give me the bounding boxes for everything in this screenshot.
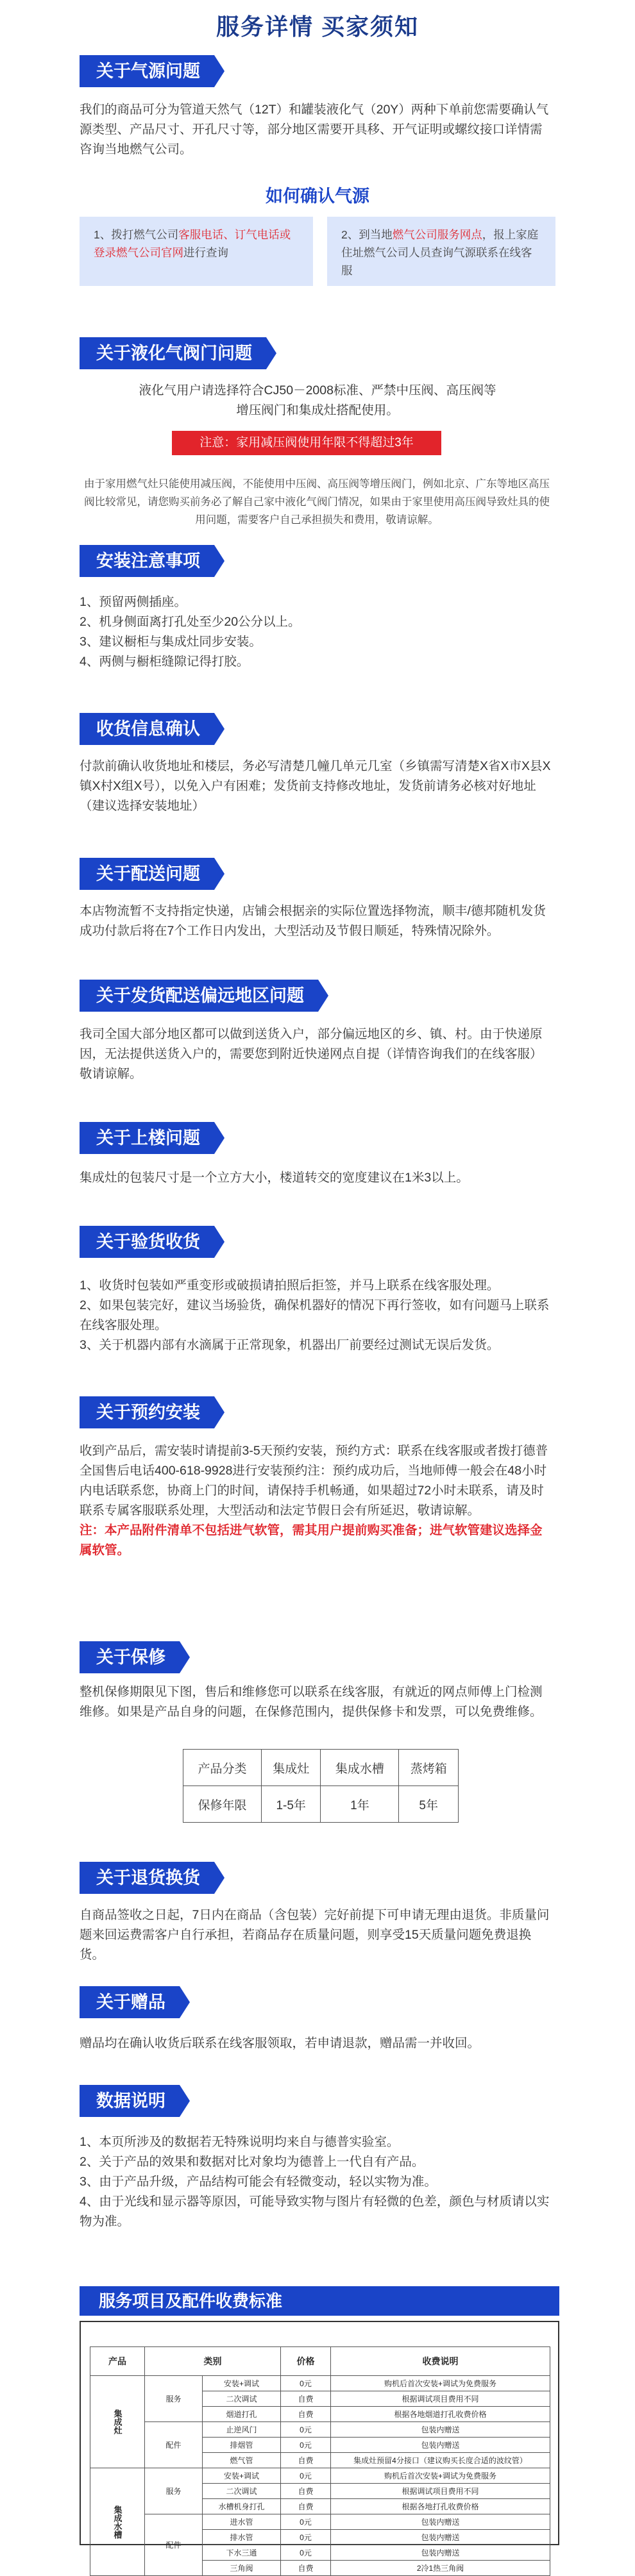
- returns-section-heading: 关于退货换货: [80, 1862, 214, 1894]
- list-item: 2、机身侧面离打孔处至少20公分以上。: [80, 615, 301, 629]
- fees-note-cell: 购机后首次安装+调试为免费服务: [331, 2468, 550, 2484]
- table-header-cell: 产品分类: [183, 1750, 262, 1786]
- fees-item-cell: 燃气管: [203, 2453, 281, 2468]
- table-row-label: 保修年限: [183, 1786, 262, 1823]
- fees-note-cell: 包装内赠送: [331, 2514, 550, 2530]
- fees-price-cell: 0元: [281, 2530, 331, 2545]
- table-row: [183, 1786, 459, 1823]
- fees-price-cell: 自费: [281, 2391, 331, 2407]
- fees-category-cell: 配件: [145, 2514, 203, 2576]
- fees-item-cell: 安装+调试: [203, 2376, 281, 2391]
- list-item: 1、本页所涉及的数据若无特殊说明均来自与德普实验室。: [80, 2135, 400, 2149]
- fees-item-cell: 二次调试: [203, 2484, 281, 2499]
- table-row: [90, 2422, 550, 2438]
- delivery-section-heading: 关于配送问题: [80, 858, 214, 890]
- list-item: 3、关于机器内部有水滴属于正常现象，机器出厂前要经过测试无误后发货。: [80, 1338, 500, 1352]
- table-header-cell: 类别: [145, 2347, 281, 2376]
- stairs-section-heading: 关于上楼问题: [80, 1122, 214, 1154]
- data-note-section-heading: 数据说明: [80, 2085, 180, 2117]
- fees-note-cell: 包装内赠送: [331, 2545, 550, 2561]
- fees-price-cell: 自费: [281, 2453, 331, 2468]
- booking-red-note: 注：本产品附件清单不包括进气软管，需其用户提前购买准备；进气软管建议选择金属软管。: [80, 1523, 543, 1557]
- warranty-section-heading: 关于保修: [80, 1641, 180, 1673]
- booking-section-heading: 关于预约安装: [80, 1396, 214, 1428]
- fees-note-cell: 2冷1热三角阀: [331, 2561, 550, 2576]
- fees-item-cell: 排烟管: [203, 2438, 281, 2453]
- install-section-heading: 安装注意事项: [80, 545, 214, 577]
- fees-price-cell: 0元: [281, 2438, 331, 2453]
- table-row: [90, 2514, 550, 2530]
- fees-item-cell: 排水管: [203, 2530, 281, 2545]
- fees-item-cell: 三角阀: [203, 2561, 281, 2576]
- table-header-cell: 价格: [281, 2347, 331, 2376]
- gift-section-heading: 关于赠品: [80, 1986, 180, 2018]
- fees-product-cell: 集成灶: [90, 2376, 145, 2468]
- fees-note-cell: 根据调试项目费用不同: [331, 2484, 550, 2499]
- list-item: 2、关于产品的效果和数据对比对象均为德普上一代自有产品。: [80, 2155, 425, 2169]
- fees-note-cell: 购机后首次安装+调试为免费服务: [331, 2376, 550, 2391]
- fees-price-cell: 自费: [281, 2484, 331, 2499]
- fees-price-cell: 自费: [281, 2499, 331, 2514]
- fees-table-frame: [80, 2321, 559, 2573]
- fees-price-cell: 自费: [281, 2407, 331, 2422]
- fees-note-cell: 根据各地打孔收费价格: [331, 2499, 550, 2514]
- fees-item-cell: 止逆风门: [203, 2422, 281, 2438]
- fees-product-cell: 集成水槽: [90, 2468, 145, 2576]
- fees-category-cell: 服务: [145, 2468, 203, 2514]
- table-header-cell: 产品: [90, 2347, 145, 2376]
- lpg-section-heading: 关于液化气阀门问题: [80, 337, 266, 369]
- list-item: 4、由于光线和显示器等原因，可能导致实物与图片有轻微的色差，颜色与材质请以实物为准。: [80, 2195, 550, 2229]
- fees-note-cell: 包装内赠送: [331, 2530, 550, 2545]
- receipt-section-heading: 收货信息确认: [80, 713, 214, 745]
- fees-title: 服务项目及配件收费标准: [80, 2286, 559, 2316]
- gas-method-box-1: 1、拨打燃气公司客服电话、订气电话或登录燃气公司官网进行查询: [80, 217, 313, 286]
- gas-text: 我们的商品可分为管道天然气（12T）和罐装液化气（20Y）两种下单前您需要确认气源类型、产品尺寸、开孔尺寸等，部分地区需要开具移、开气证明或螺纹接口详情需咨询当地燃气公司。: [80, 103, 549, 156]
- list-item: 1、预留两侧插座。: [80, 595, 187, 609]
- list-item: 3、建议橱柜与集成灶同步安装。: [80, 635, 262, 649]
- fees-price-cell: 0元: [281, 2545, 331, 2561]
- table-cell: 1年: [321, 1786, 399, 1823]
- table-cell: 1-5年: [261, 1786, 321, 1823]
- page-title: 服务详情 买家须知: [216, 13, 419, 40]
- table-header-cell: 集成灶: [261, 1750, 321, 1786]
- gas-method-box-2: 2、到当地燃气公司服务网点，报上家庭住址燃气公司人员查询气源联系在线客服: [327, 217, 555, 286]
- fees-price-cell: 0元: [281, 2422, 331, 2438]
- remote-text: 我司全国大部分地区都可以做到送货入户，部分偏远地区的乡、镇、村。由于快递原因，无法提供送货入户的，需要您到附近快递网点自提（详情咨询我们的在线客服）敬请谅解。: [80, 1027, 543, 1081]
- fees-price-cell: 自费: [281, 2561, 331, 2576]
- gift-text: 赠品均在确认收货后联系在线客服领取，若申请退款，赠品需一并收回。: [80, 2036, 480, 2050]
- lpg-warning-bar: 注意：家用减压阀使用年限不得超过3年: [172, 431, 441, 455]
- table-header-cell: 集成水槽: [321, 1750, 399, 1786]
- returns-text: 自商品签收之日起，7日内在商品（含包装）完好前提下可申请无理由退货。非质量问题来回运费需客户自行承担，若商品存在质量问题，则享受15天质量问题免费退换货。: [80, 1908, 550, 1962]
- fees-item-cell: 烟道打孔: [203, 2407, 281, 2422]
- booking-text: 收到产品后，需安装时请提前3-5天预约安装，预约方式：联系在线客服或者拨打德普全国售后电话400-618-9928进行安装预约注：预约成功后，当地师傅一般会在48小时内电话联系您，协商上门的时间，请保持手机畅通，如果超过72小时未联系，请及时联系专属客服联系处理，大型活动和法定节假日会有所延迟，敬请谅解。 注：本产品附件清单不包括进气软管，需其用户提前购买准备；进气软管建议选择金属软管。: [80, 1441, 554, 1560]
- fees-price-cell: 0元: [281, 2514, 331, 2530]
- lpg-note: 由于家用燃气灶只能使用减压阀，不能使用中压阀、高压阀等增压阀门，例如北京、广东等地区高压阀比较常见，请您购买前务必了解自己家中液化气阀门情况，如果由于家里使用高压阀导致灶具的使用问题，需要客户自己承担损失和费用，敬请谅解。: [84, 478, 550, 526]
- fees-note-cell: 根据各地烟道打孔收费价格: [331, 2407, 550, 2422]
- delivery-text: 本店物流暂不支持指定快递，店铺会根据亲的实际位置选择物流，顺丰/德邦随机发货成功付款后将在7个工作日内发出，大型活动及节假日顺延，特殊情况除外。: [80, 904, 546, 938]
- fees-note-cell: 包装内赠送: [331, 2438, 550, 2453]
- confirm-gas-title: 如何确认气源: [266, 187, 369, 206]
- table-header-row: [90, 2347, 550, 2376]
- table-cell: 5年: [399, 1786, 459, 1823]
- table-row: [183, 1750, 459, 1786]
- fees-note-cell: 集成灶预留4分接口（建议购买长度合适的波纹管）: [331, 2453, 550, 2468]
- gas-section-heading: 关于气源问题: [80, 55, 214, 87]
- fees-table: [90, 2346, 550, 2576]
- remote-section-heading: 关于发货配送偏远地区问题: [80, 980, 318, 1012]
- fees-category-cell: 服务: [145, 2376, 203, 2422]
- fees-note-cell: 包装内赠送: [331, 2422, 550, 2438]
- install-list: [80, 592, 554, 672]
- fees-table-body: [90, 2347, 550, 2576]
- list-item: 2、如果包装完好，建议当场验货，确保机器好的情况下再行签收，如有问题马上联系在线客服处理。: [80, 1298, 550, 1332]
- fees-category-cell: 配件: [145, 2422, 203, 2468]
- warranty-table: [183, 1749, 459, 1823]
- fees-item-cell: 水槽机身打孔: [203, 2499, 281, 2514]
- table-header-cell: 收费说明: [331, 2347, 550, 2376]
- table-header-cell: 蒸烤箱: [399, 1750, 459, 1786]
- table-row: [90, 2468, 550, 2484]
- fees-item-cell: 下水三通: [203, 2545, 281, 2561]
- fees-price-cell: 0元: [281, 2376, 331, 2391]
- fees-price-cell: 0元: [281, 2468, 331, 2484]
- list-item: 4、两侧与橱柜缝隙记得打胶。: [80, 655, 250, 669]
- list-item: 3、由于产品升级，产品结构可能会有轻微变动，轻以实物为准。: [80, 2175, 437, 2189]
- inspection-list: [80, 1276, 554, 1355]
- fees-item-cell: 安装+调试: [203, 2468, 281, 2484]
- table-row: [90, 2376, 550, 2391]
- warranty-text: 整机保修期限见下图，售后和维修您可以联系在线客服，有就近的网点师傅上门检测维修。如果是产品自身的问题，在保修范围内，提供保修卡和发票，可以免费维修。: [80, 1685, 543, 1719]
- fees-item-cell: 二次调试: [203, 2391, 281, 2407]
- fees-note-cell: 根据调试项目费用不同: [331, 2391, 550, 2407]
- data-note-list: [80, 2132, 554, 2232]
- list-item: 1、收货时包装如严重变形或破损请拍照后拒签，并马上联系在线客服处理。: [80, 1278, 500, 1292]
- lpg-text: 液化气用户请选择符合CJ50－2008标准、严禁中压阀、高压阀等增压阀门和集成灶搭配使用。: [139, 383, 496, 417]
- fees-item-cell: 进水管: [203, 2514, 281, 2530]
- inspection-section-heading: 关于验货收货: [80, 1226, 214, 1258]
- receipt-text: 付款前确认收货地址和楼层，务必写清楚几幢几单元几室（乡镇需写清楚X省X市X县X镇X村X组X号），以免入户有困难；发货前支持修改地址，发货前请务必核对好地址（建议选择安装地址）: [80, 759, 551, 813]
- stairs-text: 集成灶的包装尺寸是一个立方大小，楼道转交的宽度建议在1米3以上。: [80, 1171, 469, 1185]
